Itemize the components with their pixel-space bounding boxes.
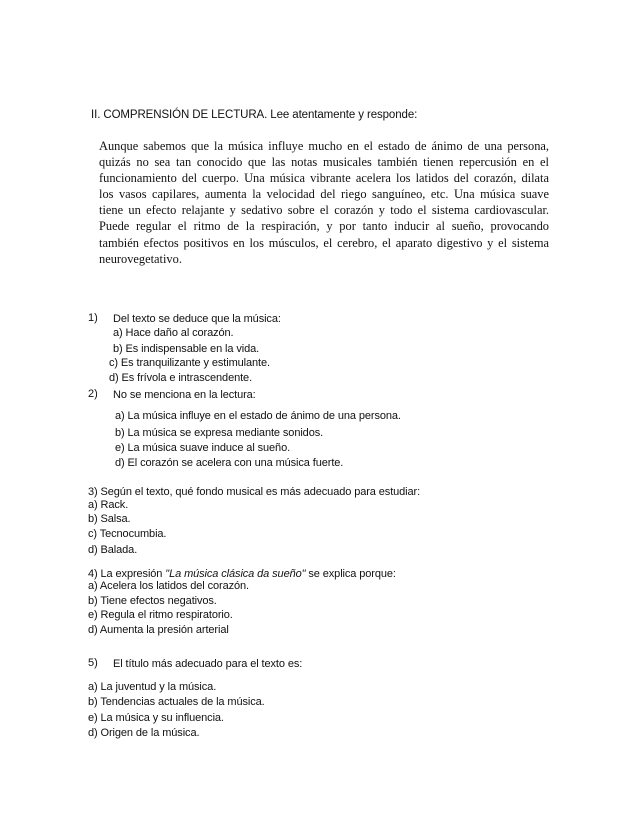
q2-number: 2) [88,388,98,400]
q2-option-a: a) La música influye en el estado de ánimo de una persona. [115,410,401,422]
q4-text-suffix: se explica porque: [305,568,396,580]
q1-option-d: d) Es frívola e intrascendente. [109,372,253,384]
q1-text: Del texto se deduce que la música: [113,313,281,325]
q5-option-d: d) Origen de la música. [88,727,200,739]
q4-option-c: e) Regula el ritmo respiratorio. [88,609,233,621]
q4-option-a: a) Acelera los latidos del corazón. [88,580,249,592]
q5-option-a: a) La juventud y la música. [88,681,217,693]
q2-option-d: d) El corazón se acelera con una música fuerte. [115,457,344,469]
q5-number: 5) [88,657,98,669]
q3-option-c: c) Tecnocumbia. [88,528,167,540]
q3-option-a: a) Rack. [88,499,129,511]
q3-option-d: d) Balada. [88,544,138,556]
q5-option-b: b) Tendencias actuales de la música. [88,696,265,708]
q3-text: 3) Según el texto, qué fondo musical es más adecuado para estudiar: [88,486,421,498]
q2-option-c: e) La música suave induce al sueño. [115,442,291,454]
q5-text: El título más adecuado para el texto es: [113,658,303,670]
q4-option-d: d) Aumenta la presión arterial [88,624,229,636]
q4-option-b: b) Tiene efectos negativos. [88,595,217,607]
q5-option-c: e) La música y su influencia. [88,712,224,724]
section-title: II. COMPRENSIÓN DE LECTURA. Lee atentamente y responde: [91,109,418,121]
q1-option-b: b) Es indispensable en la vida. [113,343,260,355]
q3-option-b: b) Salsa. [88,513,131,525]
q1-option-a: a) Hace daño al corazón. [113,327,234,339]
q1-option-c: c) Es tranquilizante y estimulante. [109,357,270,369]
q2-text: No se menciona en la lectura: [113,389,256,401]
q4-quote: "La música clásica da sueño" [165,568,306,580]
q2-option-b: b) La música se expresa mediante sonidos. [115,427,324,439]
q1-number: 1) [88,312,98,324]
reading-passage: Aunque sabemos que la música influye mucho en el estado de ánimo de una persona, quizás no sea tan conocido que las notas musicales también tienen repercusión en el funcionamiento del cuerpo. Una música vibrante acelera los latidos del corazón, dilata los vasos capilares, aumenta la velocidad del riego sanguíneo, etc. Una música suave tiene un efecto relajante y sedativo sobre el corazón y todo el sistema cardiovascular. Puede regular el ritmo de la respiración, y por tanto inducir al sueño, provocando también efectos positivos en los músculos, el cerebro, el aparato digestivo y el sistema neurovegetativo. [99,139,549,266]
q4-text-prefix: 4) La expresión [88,568,166,580]
